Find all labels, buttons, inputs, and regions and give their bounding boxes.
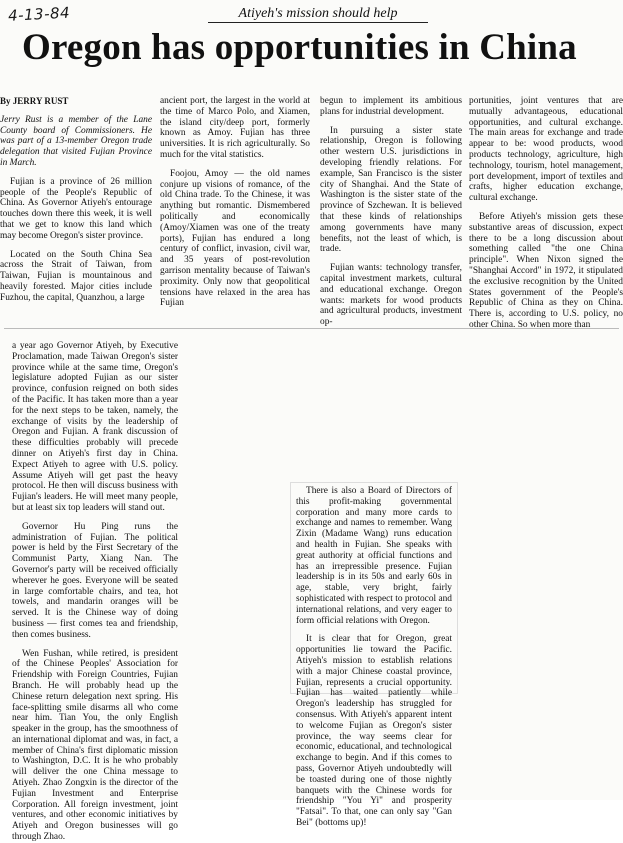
paragraph: portunities, joint ventures that are mutually advantageous, educational opportunities, and cultural exchange. The main areas for exchange and trade appear to be: wood products, wood products technology, agriculture, high technology, tourism, hotel management, port development, import of textiles and crafts, higher education exchange, cultural exchange. xyxy=(469,96,623,204)
handwritten-date: 4-13-84 xyxy=(7,3,71,25)
paragraph: ancient port, the largest in the world at the time of Marco Polo, and Xiamen, the island city/deep port, formerly known as Amoy. Fujian has three universities. It is rich agriculturally. So much for the vital statistics. xyxy=(160,96,310,160)
kicker-headline: Atiyeh's mission should help xyxy=(208,6,428,23)
paragraph: Wen Fushan, while retired, is president of the Chinese Peoples' Association for Friendship with Foreign Countries, Fujian Branch. He will probably head up the Chinese return delegation next spring. His face-splitting smile disarms all who come near him. Tian You, the only English speaker in the group, has the smoothness of an international diplomat and was, in fact, a member of China's first diplomatic mission to Washington, D.C. It is he who probably will deliver the one China message to Atiyeh. Zhao Zongxin is the director of the Fujian Investment and Enterprise Corporation. All foreign investment, joint ventures, and other economic initiatives by Atiyeh and Oregon businesses will go through Zhao. xyxy=(12,648,178,843)
article-column-4 xyxy=(469,96,623,330)
paragraph: Fujian is a province of 26 million people of the People's Republic of China. As Governor Atiyeh's entourage touches down there this week, it is well that we get to know this land which may become Oregon's sister province. xyxy=(0,176,152,241)
byline: By JERRY RUST xyxy=(0,96,69,106)
paragraph: Located on the South China Sea across the Strait of Taiwan, from Taiwan, Fujian is mountainous and heavily forested. Major cities include Fuzhou, the capital, Quanzhou, a large xyxy=(0,249,152,303)
article-column-6 xyxy=(296,486,452,828)
paragraph: a year ago Governor Atiyeh, by Executive Proclamation, made Taiwan Oregon's sister province while at the same time, Oregon's legislature adopted Fujian as our sister province, confusion reigned on both sides of the Pacific. It has taken more than a year for the next steps to be taken, namely, the exchange of visits by the leadership of Oregon and Fujian. A frank discussion of these difficulties probably will precede dinner on Atiyeh's first day in China. Expect Atiyeh to agree with U.S. policy. Assume Atiyeh will get past the heavy protocol. He then will discuss business with Fujian's leaders. He will meet many people, but at least six top leaders will stand out. xyxy=(12,341,178,513)
paragraph: Before Atiyeh's mission gets these substantive areas of discussion, expect there to be a long discussion about something called "the one China principle". When Nixon signed the "Shanghai Accord" in 1972, it stipulated the exclusive recognition by the United States government of the People's Republic of China as they on China. There is, according to U.S. policy, no other China. So when more than xyxy=(469,211,623,330)
paragraph: There is also a Board of Directors of this profit-making governmental corporation and many more cards to exchange and names to remember. Wang Zixin (Madame Wang) runs education and health in Fujian. She speaks with great authority at official functions and has an irrepressible presence. Fujian leadership is in its 50s and early 60s in age, stable, very bright, fairly sophisticated with respect to protocol and international relations, and very eager to form official relations with Oregon. xyxy=(296,486,452,626)
paragraph: It is clear that for Oregon, great opportunities lie toward the Pacific. Atiyeh's mission to establish relations with a major Chinese coastal province, Fujian, represents a crucial opportunity. Fujian has waited patiently while Oregon's leadership has struggled for consensus. With Atiyeh's apparent intent to welcome Fujian as Oregon's sister province, the way seems clear for economic, educational, and technological exchange to begin. And if this comes to pass, Governor Atiyeh undoubtedly will be toasted during one of those nightly banquets with the Chinese words for friendship "You Yi" and prosperity "Fatsai". To that, one can only say "Gan Bei" (bottoms up)! xyxy=(296,634,452,828)
article-column-1 xyxy=(0,96,152,318)
paragraph: Fujian wants: technology transfer, capital investment markets, cultural and educational exchange. Oregon wants: markets for wood products and agricultural products, investment op- xyxy=(320,263,462,328)
clipping-divider xyxy=(4,328,619,329)
paragraph: In pursuing a sister state relationship, Oregon is following other western U.S. jurisdictions in developing friendly relations. For example, San Francisco is the sister city of Shanghai. And the State of Washington is the sister state of the province of Szchewan. It is believed that these kinds of relationships among governments have many benefits, not the least of which, is trade. xyxy=(320,125,462,255)
author-bio: Jerry Rust is a member of the Lane County board of Commissioners. He was part of a 13-member Oregon trade delegation that visited Fujian Province in March. xyxy=(0,114,152,168)
paragraph: Foojou, Amoy — the old names conjure up visions of romance, of the old China trade. To the Chinese, it was anything but romantic. Dismembered politically and economically (Amoy/Xiamen was one of the treaty ports), Fujian has endured a long century of conflict, invasion, civil war, and 35 years of post-revolution garrison mentality because of Taiwan's proximity. Only now that geopolitical tensions have relaxed in the area has Fujian xyxy=(160,168,310,309)
paragraph: Governor Hu Ping runs the administration of Fujian. The political power is held by the First Secretary of the Communist Party, Xiang Nan. The Governor's party will be received officially wherever he goes. Everyone will be seated in large comfortable chairs, and tea, hot towels, and mandarin oranges will be served. It is the Chinese way of doing business — first comes tea and friendship, then comes business. xyxy=(12,521,178,640)
paragraph: begun to implement its ambitious plans for industrial development. xyxy=(320,96,462,117)
article-column-5 xyxy=(12,341,178,843)
article-column-3 xyxy=(320,96,462,328)
article-column-2 xyxy=(160,96,310,318)
headline: Oregon has opportunities in China xyxy=(22,27,577,68)
